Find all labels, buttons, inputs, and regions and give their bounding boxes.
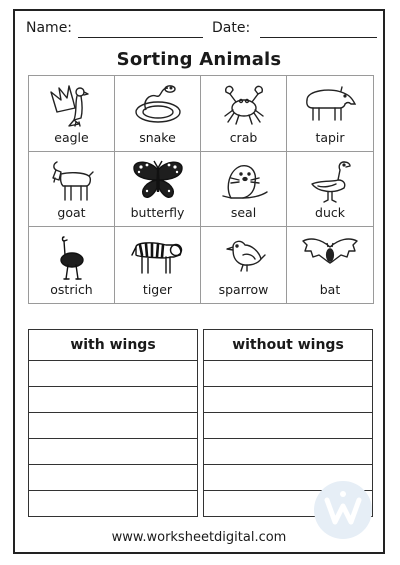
animal-cell-butterfly <box>115 152 201 228</box>
animal-label: goat <box>57 205 86 221</box>
table-row[interactable] <box>204 361 372 387</box>
seal-icon <box>217 158 271 202</box>
without-wings-header: without wings <box>204 330 372 361</box>
animal-cell-eagle <box>29 76 115 152</box>
animal-cell-duck <box>287 152 373 228</box>
animal-label: duck <box>315 205 345 221</box>
animal-label: butterfly <box>130 205 185 221</box>
footer-url[interactable]: www.worksheetdigital.com <box>111 530 287 545</box>
animal-label: tiger <box>142 281 173 297</box>
snake-icon <box>132 82 184 126</box>
animal-cell-tapir <box>287 76 373 152</box>
animal-label: tapir <box>315 129 345 145</box>
animal-label: sparrow <box>218 281 269 297</box>
animal-label: ostrich <box>50 281 93 297</box>
bat-icon <box>301 233 359 275</box>
animal-label: snake <box>139 129 176 145</box>
butterfly-icon <box>130 158 186 204</box>
tiger-icon <box>130 233 186 279</box>
name-label: Name: <box>26 20 73 36</box>
with-wings-header: with wings <box>29 330 197 361</box>
table-row[interactable] <box>29 465 197 491</box>
animal-label: seal <box>230 205 257 221</box>
animal-cell-bat <box>287 227 373 303</box>
table-row[interactable] <box>204 439 372 465</box>
worksheet-page <box>13 9 385 554</box>
animal-cell-goat <box>29 152 115 228</box>
eagle-icon <box>47 82 97 128</box>
table-row[interactable] <box>29 491 197 516</box>
date-label: Date: <box>212 20 251 36</box>
animal-cell-ostrich <box>29 227 115 303</box>
animal-cell-snake <box>115 76 201 152</box>
crab-icon <box>220 82 268 128</box>
animal-cell-tiger <box>115 227 201 303</box>
goat-icon <box>47 158 97 204</box>
table-row[interactable] <box>29 413 197 439</box>
table-row[interactable] <box>29 361 197 387</box>
animal-cell-seal <box>201 152 287 228</box>
animal-cell-sparrow <box>201 227 287 303</box>
table-row[interactable] <box>204 413 372 439</box>
table-row[interactable] <box>204 387 372 413</box>
date-line <box>260 37 377 38</box>
table-row[interactable] <box>29 387 197 413</box>
animal-cell-crab <box>201 76 287 152</box>
with-wings-table <box>28 329 198 517</box>
header <box>26 20 373 44</box>
page-title: Sorting Animals <box>116 49 282 70</box>
animal-label: crab <box>229 129 258 145</box>
duck-icon <box>304 158 356 204</box>
table-row[interactable] <box>29 439 197 465</box>
ostrich-icon <box>50 233 94 281</box>
name-line <box>78 37 203 38</box>
animal-label: bat <box>319 281 341 297</box>
sparrow-icon <box>221 233 267 277</box>
tapir-icon <box>301 82 359 124</box>
animal-label: eagle <box>54 129 89 145</box>
animal-grid <box>28 75 374 304</box>
